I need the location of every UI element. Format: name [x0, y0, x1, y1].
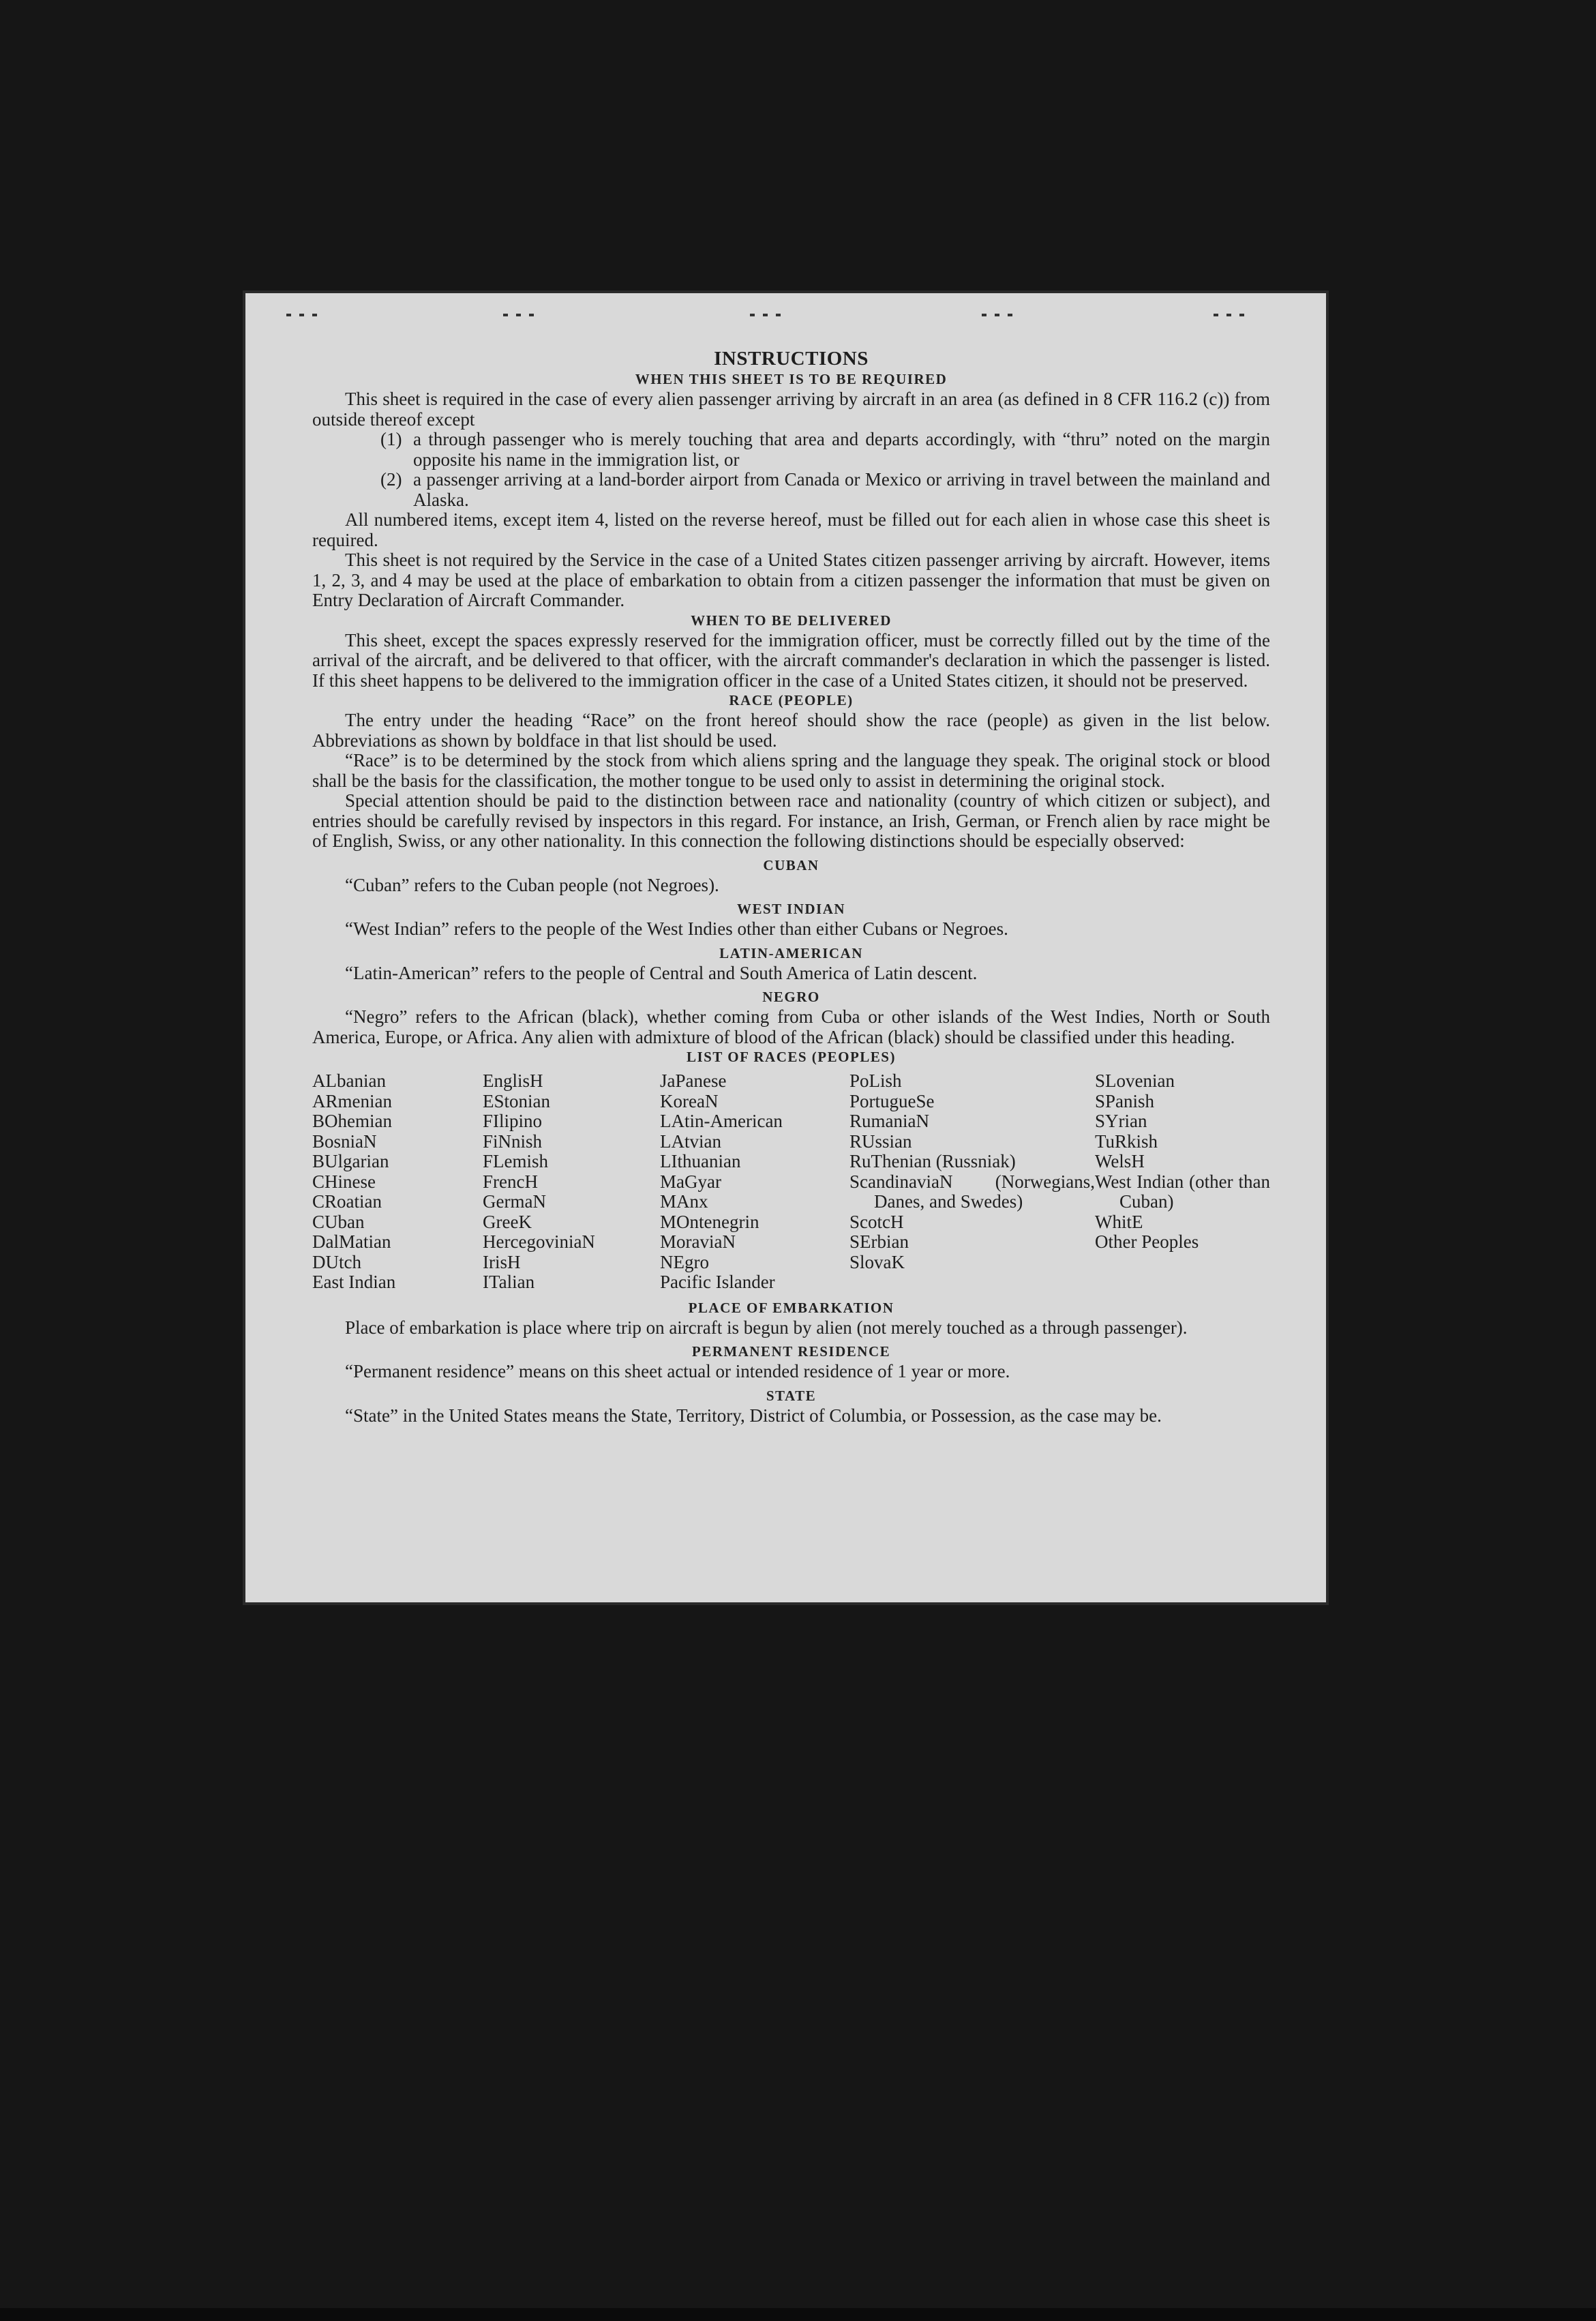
races-column-1 [312, 1071, 483, 1293]
race-entry: SLovenian [1095, 1070, 1175, 1091]
heading-negro: NEGRO [762, 989, 820, 1005]
race-entry: BUlgarian [312, 1151, 389, 1171]
punch-marks [286, 314, 317, 319]
race-entry: East Indian [312, 1272, 396, 1292]
race-entry: EStonian [483, 1090, 550, 1111]
west-indian-text: “West Indian” refers to the people of the West Indies other than either Cubans or Negroes. [345, 918, 1008, 939]
race-entry: HercegoviniaN [483, 1231, 595, 1252]
place-of-embarkation-text: Place of embarkation is place where trip on aircraft is begun by alien (not merely touched as a through passenger). [345, 1317, 1188, 1338]
race-entry: SErbian [849, 1231, 909, 1252]
heading-state: STATE [766, 1387, 817, 1404]
race-entry: CHinese [312, 1171, 376, 1192]
exception-item-1 [380, 430, 1270, 470]
race-entry: SYrian [1095, 1111, 1147, 1131]
race-entry: EnglisH [483, 1070, 543, 1091]
heading-latin-american: LATIN-AMERICAN [719, 944, 863, 961]
heading-list-of-races: LIST OF RACES (PEOPLES) [687, 1049, 896, 1065]
race-entry: FIlipino [483, 1111, 543, 1131]
race-entry: GermaN [483, 1191, 546, 1212]
race-entry: PoLish [849, 1070, 902, 1091]
races-column-3 [660, 1071, 849, 1293]
punch-marks [750, 314, 781, 319]
race-entry: RumaniaN [849, 1111, 929, 1131]
race-entry: MOntenegrin [660, 1211, 759, 1232]
race-entry: ITalian [483, 1272, 535, 1292]
race-entry: Pacific Islander [660, 1272, 775, 1292]
race-entry: NEgro [660, 1251, 709, 1272]
race-entry: CRoatian [312, 1191, 382, 1212]
item-text: a passenger arriving at a land-border airport from Canada or Mexico or arriving in travel between the mainland and Alaska. [413, 469, 1270, 510]
race-entry: KoreaN [660, 1090, 719, 1111]
when-required-intro: This sheet is required in the case of every alien passenger arriving by aircraft in an area (as defined in 8 CFR 116.2 (c)) from outside thereof except [312, 389, 1270, 430]
race-entry: LIthuanian [660, 1151, 741, 1171]
race-entry: Other Peoples [1095, 1231, 1199, 1252]
race-entry: MaGyar [660, 1171, 721, 1192]
race-entry: ScandinaviaN (Norwegians, Danes, and Swedes) [849, 1171, 1095, 1212]
race-paragraph-2: “Race” is to be determined by the stock from which aliens spring and the language they speak. The original stock or blood shall be the basis for the classification, the mother tongue to be used only to assist in determining the original stock. [312, 750, 1270, 791]
race-entry: RuThenian (Russniak) [849, 1151, 1016, 1171]
punch-marks [1214, 314, 1244, 319]
heading-west-indian: WEST INDIAN [736, 901, 846, 917]
heading-cuban: CUBAN [763, 856, 819, 873]
race-entry: MAnx [660, 1191, 708, 1212]
race-entry: WelsH [1095, 1151, 1145, 1171]
punch-marks [503, 314, 534, 319]
race-entry: ScotcH [849, 1211, 904, 1232]
punch-marks [982, 314, 1012, 319]
race-entry: FiNnish [483, 1130, 543, 1152]
race-entry: West Indian (other than Cuban) [1095, 1171, 1270, 1212]
heading-permanent-residence: PERMANENT RESIDENCE [691, 1343, 891, 1360]
item-number: (2) [380, 469, 402, 490]
heading-when-delivered: WHEN TO BE DELIVERED [691, 612, 892, 629]
instruction-sheet [245, 293, 1326, 1602]
race-entry: BosniaN [312, 1130, 377, 1152]
document-title: INSTRUCTIONS [714, 348, 869, 370]
heading-place-of-embarkation: PLACE OF EMBARKATION [688, 1299, 894, 1316]
race-entry: RUssian [849, 1130, 912, 1152]
cuban-text: “Cuban” refers to the Cuban people (not Negroes). [345, 874, 719, 895]
race-entry: LAtvian [660, 1130, 721, 1152]
race-entry: DalMatian [312, 1231, 391, 1252]
item-number: (1) [380, 429, 402, 449]
permanent-residence-text: “Permanent residence” means on this sheet actual or intended residence of 1 year or more. [345, 1361, 1010, 1381]
state-text: “State” in the United States means the State, Territory, District of Columbia, or Possession, as the case may be. [345, 1405, 1162, 1426]
races-column-2 [483, 1071, 660, 1293]
race-entry: TuRkish [1095, 1130, 1158, 1152]
heading-when-required: WHEN THIS SHEET IS TO BE REQUIRED [635, 371, 948, 387]
race-paragraph-1: The entry under the heading “Race” on the front hereof should show the race (people) as given in the list below. Abbreviations as shown by boldface in that list should be used. [312, 710, 1270, 751]
exception-item-2 [380, 470, 1270, 510]
races-column-5 [1095, 1071, 1270, 1293]
race-entry: DUtch [312, 1251, 361, 1272]
race-entry: BOhemian [312, 1111, 392, 1131]
race-entry: SPanish [1095, 1090, 1155, 1111]
race-entry: MoraviaN [660, 1231, 736, 1252]
race-entry: WhitE [1095, 1211, 1143, 1232]
negro-text: “Negro” refers to the African (black), whether coming from Cuba or other islands of the West Indies, North or South America, Europe, or Africa. Any alien with admixture of blood of the African (black) should be classified under this heading. [312, 1006, 1270, 1047]
citizen-paragraph: This sheet is not required by the Service in the case of a United States citizen passenger arriving by aircraft. However, items 1, 2, 3, and 4 may be used at the place of embarkation to obtain from a citizen passenger the information that must be given on Entry Declaration of Aircraft Commander. [312, 550, 1270, 610]
latin-american-text: “Latin-American” refers to the people of Central and South America of Latin descent. [345, 962, 978, 983]
numbered-items-paragraph: All numbered items, except item 4, listed on the reverse hereof, must be filled out for each alien in whose case this sheet is required. [312, 509, 1270, 550]
race-entry: FrencH [483, 1171, 538, 1192]
when-delivered-text: This sheet, except the spaces expressly reserved for the immigration officer, must be correctly filled out by the time of the arrival of the aircraft, and be delivered to that officer, with the aircraft commander's declaration in which the passenger is listed. If this sheet happens to be delivered to the immigration officer in the case of a United States citizen, it should not be preserved. [312, 629, 1270, 691]
race-entry: CUban [312, 1211, 365, 1232]
races-list [312, 1071, 1270, 1293]
race-entry: ARmenian [312, 1090, 392, 1111]
race-entry: FLemish [483, 1151, 549, 1171]
race-entry: GreeK [483, 1211, 532, 1232]
race-entry: SlovaK [849, 1251, 905, 1272]
document-body [312, 348, 1270, 1426]
heading-race: RACE (PEOPLE) [729, 692, 854, 708]
race-entry: LAtin-American [660, 1111, 783, 1131]
race-entry: PortugueSe [849, 1090, 935, 1111]
item-text: a through passenger who is merely touching that area and departs accordingly, with “thru” noted on the margin opposite his name in the immigration list, or [413, 429, 1270, 470]
race-entry: IrisH [483, 1251, 521, 1272]
race-paragraph-3: Special attention should be paid to the distinction between race and nationality (country of which citizen or subject), and entries should be carefully revised by inspectors in this regard. For instance, an Irish, German, or French alien by race might be of English, Swiss, or any other nationality. In this connection the following distinctions should be especially observed: [312, 790, 1270, 851]
film-edge [0, 2308, 1596, 2321]
race-entry: JaPanese [660, 1070, 727, 1091]
races-column-4 [849, 1071, 1095, 1293]
race-entry: ALbanian [312, 1070, 386, 1091]
